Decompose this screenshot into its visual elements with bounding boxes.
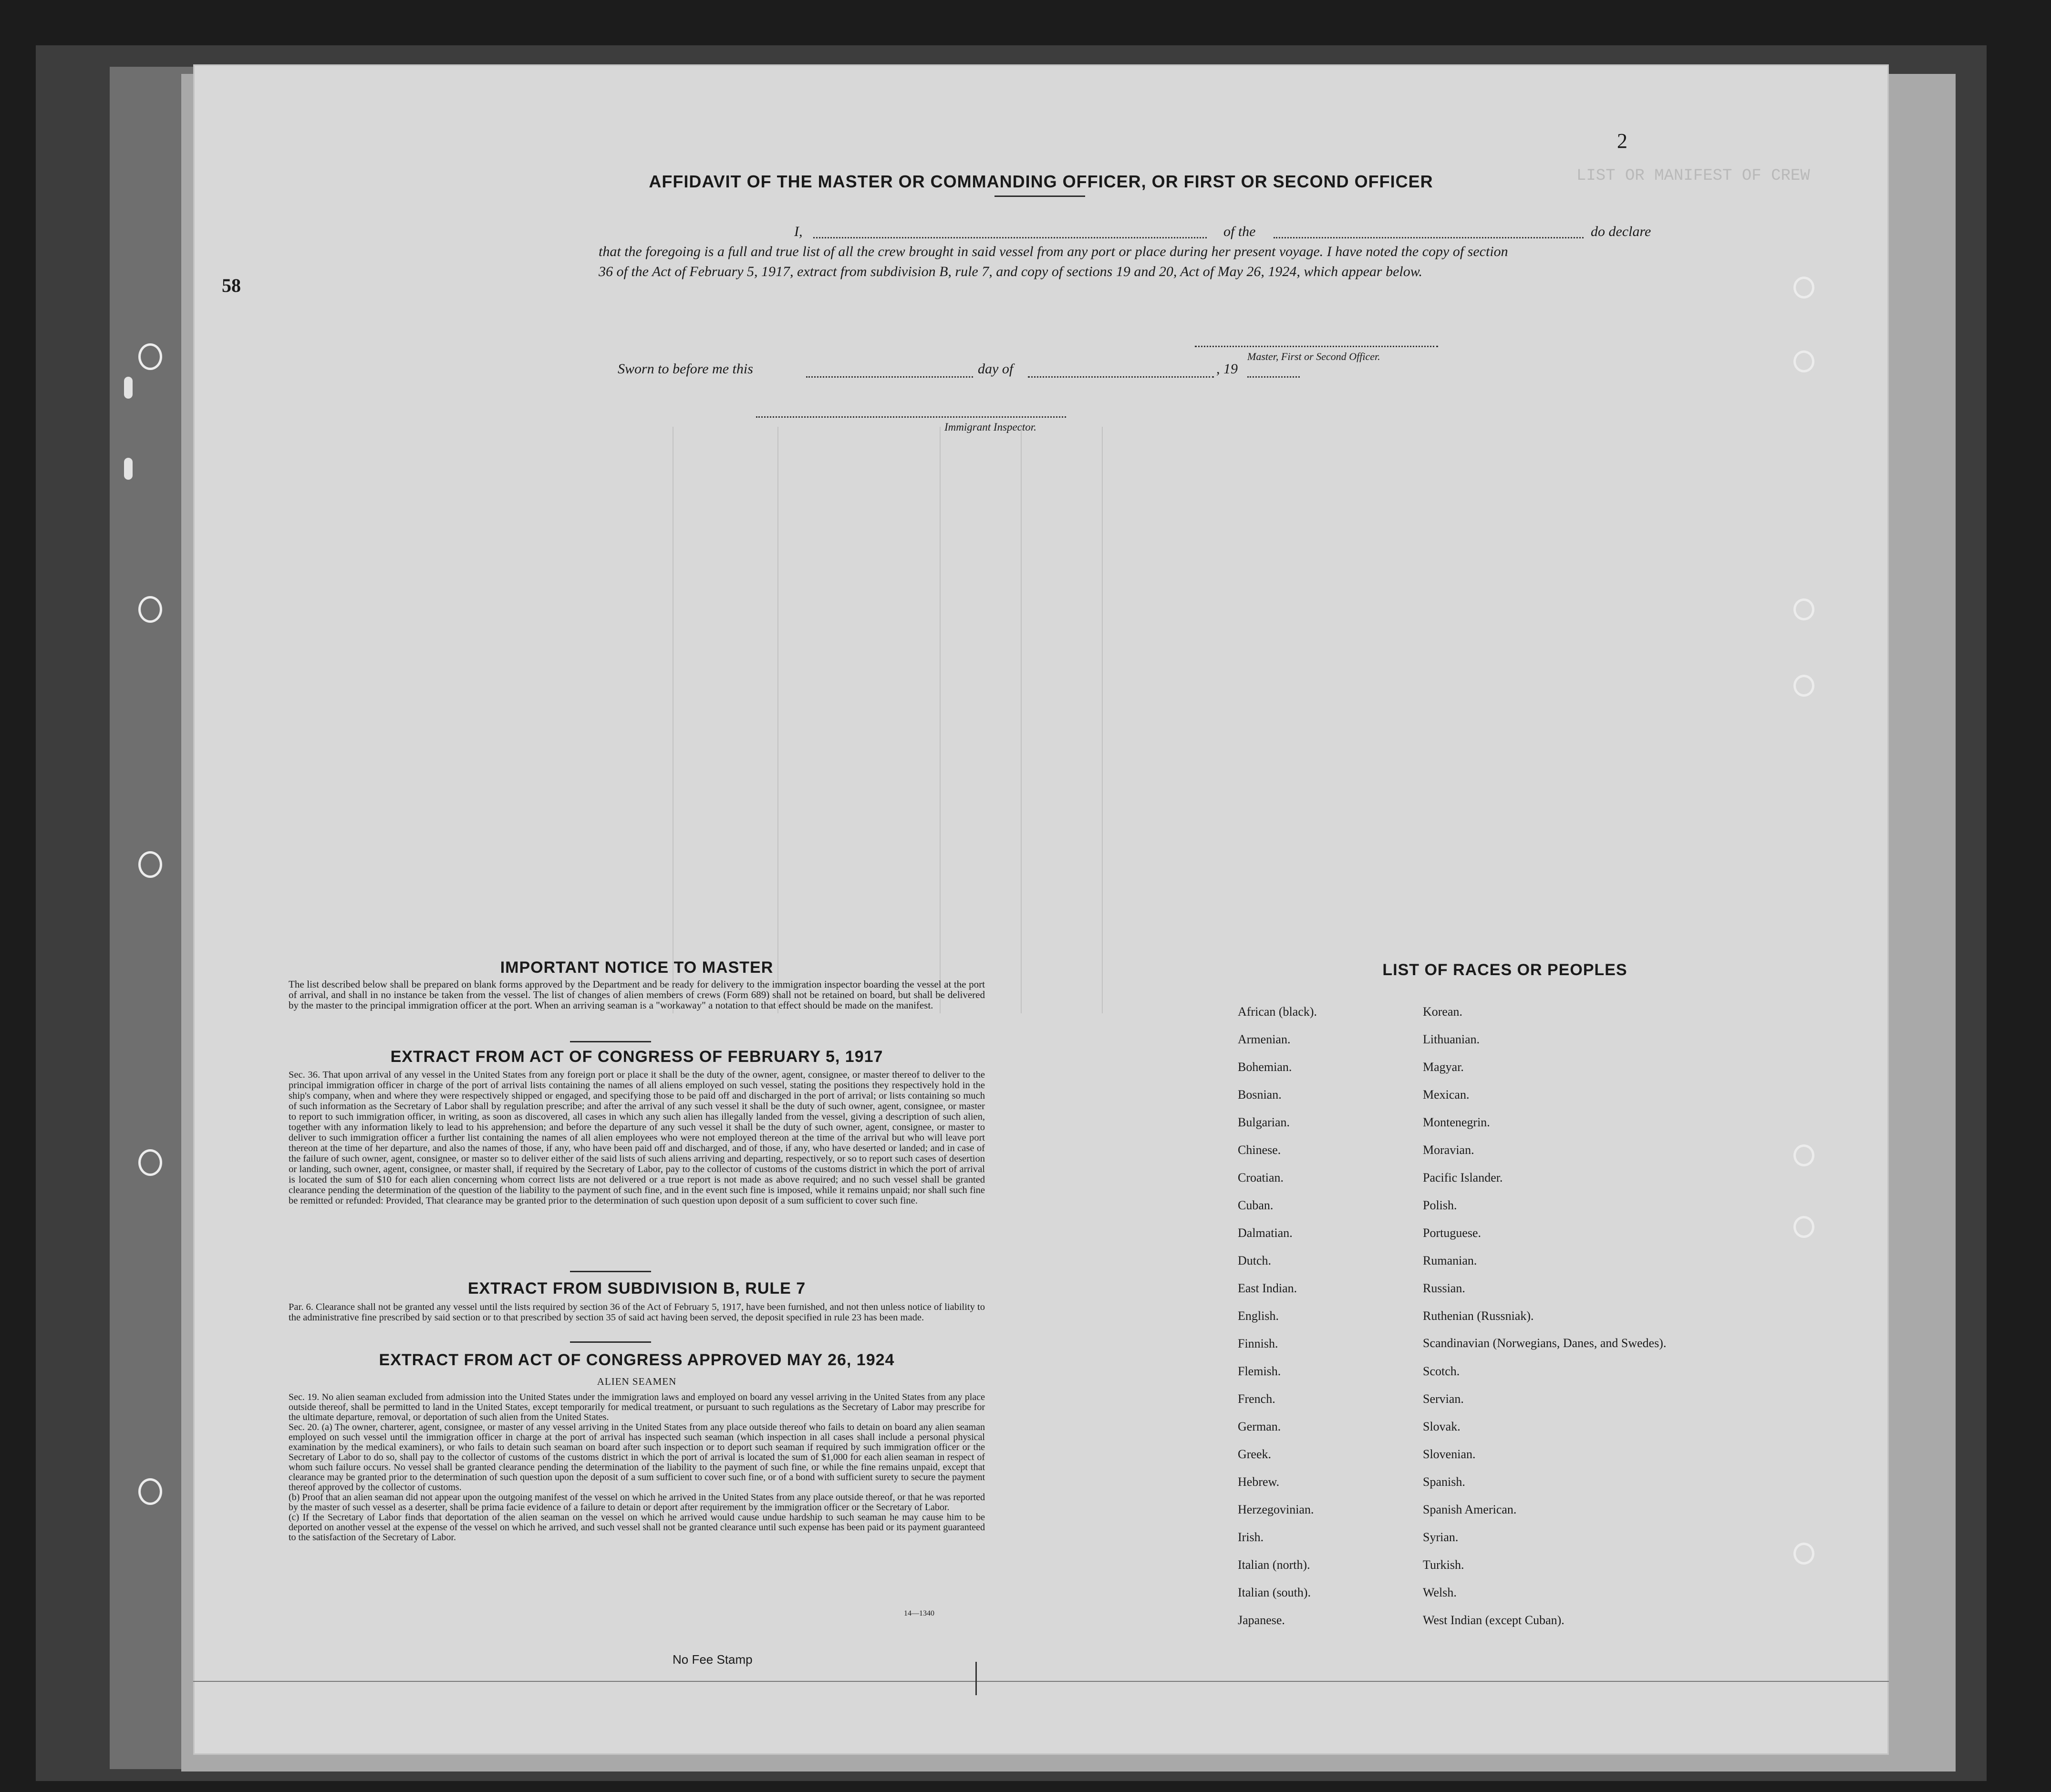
race-item: Mexican. [1423, 1088, 1470, 1102]
race-item: Korean. [1423, 1005, 1463, 1019]
sworn-day-blank[interactable] [806, 376, 973, 378]
race-item: Lithuanian. [1423, 1032, 1480, 1046]
bleed-through-rule [777, 427, 778, 1013]
sworn-day-of: day of [978, 361, 1014, 377]
margin-number: 58 [222, 275, 241, 296]
race-item: Armenian. [1238, 1032, 1291, 1046]
sec-20c-text: (c) If the Secretary of Labor finds that deportation of the alien seaman on the vessel on which he arrived would cause undue hardship to such seaman he may cause him to be deported on another vessel at the expense of the vessel on which he arrived, and such vessel shall not be granted clearance until such expense has been paid or its payment guaranteed to the satisfaction of the Secretary of Labor. [289, 1512, 985, 1543]
binder-hole [138, 1478, 162, 1505]
notice-text: The list described below shall be prepared on blank forms approved by the Department and be ready for delivery to the immigration inspector boarding the vessel at the port of arrival, and shall in no instance be taken from the vessel. The list of changes of alien members of crews (Form 689) shall not be retained on board, but shall be delivered by the master to the principal immigration officer at the port. When an arriving seaman is a "workaway" a notation to that effect should be made on the manifest. [289, 978, 985, 1011]
race-item: Magyar. [1423, 1060, 1464, 1074]
extract-rule7-title: EXTRACT FROM SUBDIVISION B, RULE 7 [467, 1279, 806, 1298]
race-item: Cuban. [1238, 1198, 1274, 1212]
affidavit-title: AFFIDAVIT OF THE MASTER OR COMMANDING OFFICER, OR FIRST OR SECOND OFFICER [649, 172, 1433, 191]
race-item: German. [1238, 1420, 1281, 1433]
race-item: Slovak. [1423, 1420, 1461, 1433]
bleed-through-rule [1102, 427, 1103, 1013]
binder-ring [124, 458, 133, 480]
races-right-column [1423, 1005, 1671, 1641]
binder-hole [1793, 675, 1814, 697]
race-item: Bulgarian. [1238, 1115, 1290, 1129]
race-item: Chinese. [1238, 1143, 1281, 1157]
race-item: Rumanian. [1423, 1254, 1477, 1267]
race-item: African (black). [1238, 1005, 1317, 1019]
declaration-of-the: of the [1223, 224, 1256, 239]
sec-20a-text: Sec. 20. (a) The owner, charterer, agent, consignee, or master of any vessel arriving in the United States from any place outside thereof who fails to detain on board any alien seaman employed on such vessel until the immigration officer in charge at the port of arrival has inspected such seaman (which inspection in all cases shall include a personal physical examination by the medical examiners), or who fails to detain such seaman on board after such inspection or to deport such seaman if required by such immigration officer or the Secretary of Labor to do so, shall pay to the collector of customs of the customs district in which the port of arrival is located the sum of $1,000 for each alien seaman in respect of whom such failure occurs. No vessel shall be granted clearance pending the determination of the liability to the payment of such fine, or while the fine remains unpaid, except that clearance may be granted prior to the determination of such question upon the deposit of a sum sufficient to cover such fine, or of a bond with sufficient surety to secure the payment thereof approved by the collector of customs. [289, 1422, 985, 1493]
sec-19-text: Sec. 19. No alien seaman excluded from admission into the United States under the immigration laws and employed on board any vessel arriving in the United States from any place outside thereof, shall be permitted to land in the United States, except temporarily for medical treatment, or pursuant to such regulations as the Secretary of Labor may prescribe for the ultimate departure, removal, or deportation of such alien from the United States. [289, 1392, 985, 1422]
extract-rule7-text: Par. 6. Clearance shall not be granted any vessel until the lists required by section 36 of the Act of February 5, 1917, have been furnished, and not then unless notice of liability to the administrative fine prescribed by said section or to that prescribed by section 35 of said act having been served, the deposit specified in rule 23 has been made. [289, 1302, 985, 1323]
sworn-line [618, 361, 1333, 385]
extract-1924-text [289, 1392, 985, 1543]
bleed-through-rule [940, 427, 941, 1013]
race-item: Polish. [1423, 1198, 1457, 1212]
title-divider [994, 196, 1085, 197]
stamp-mark [975, 1662, 977, 1695]
race-item: Irish. [1238, 1530, 1264, 1544]
race-item: Scandinavian (Norwegians, Danes, and Swedes). [1423, 1336, 1667, 1350]
race-item: Moravian. [1423, 1143, 1474, 1157]
binder-hole [1793, 598, 1814, 620]
signature-label: Master, First or Second Officer. [1247, 350, 1380, 362]
form-number: 14—1340 [904, 1609, 934, 1617]
race-item: Bohemian. [1238, 1060, 1292, 1074]
section-divider [570, 1041, 651, 1042]
binder-hole [1793, 1543, 1814, 1565]
name-blank[interactable] [813, 237, 1207, 238]
race-item: Dutch. [1238, 1254, 1272, 1267]
race-item: Italian (north). [1238, 1558, 1310, 1572]
race-item: Servian. [1423, 1392, 1464, 1406]
declaration-body: that the foregoing is a full and true list of all the crew brought in said vessel from any port or place during her present voyage. I have noted the copy of section 36 of the Act of February 5, 1917, extract from subdivision B, rule 7, and copy of sections 19 and 20, Act of May 26, 1924, which appear below. [599, 244, 1508, 279]
extract-1917-title: EXTRACT FROM ACT OF CONGRESS OF FEBRUARY 5, 1917 [390, 1048, 883, 1066]
affidavit-declaration [599, 222, 1686, 282]
sworn-year-blank[interactable] [1247, 376, 1300, 378]
race-item: Bosnian. [1238, 1088, 1282, 1102]
race-item: Ruthenian (Russniak). [1423, 1309, 1534, 1323]
binder-ring [124, 377, 133, 399]
races-title: LIST OF RACES OR PEOPLES [1382, 961, 1627, 979]
binder-hole [138, 343, 162, 370]
race-item: Finnish. [1238, 1337, 1278, 1350]
race-item: Turkish. [1423, 1558, 1464, 1572]
notice-title: IMPORTANT NOTICE TO MASTER [500, 958, 774, 977]
extract-1917-text: Sec. 36. That upon arrival of any vessel in the United States from any foreign port or place it shall be the duty of the owner, agent, consignee, or master thereof to deliver to the principal immigration officer in charge of the port of arrival lists containing the names of all aliens employed on such vessel, stating the positions they respectively hold in the ship's company, when and where they were respectively shipped or engaged, and specifying those to be paid off and discharged in the port of arrival; or lists containing so much of such information as the Secretary of Labor shall by regulation prescribe; and after the arrival of any such vessel it shall be the duty of such owner, agent, consignee, or master to report to such immigration officer, in writing, as soon as discovered, all cases in which any such alien has illegally landed from the vessel, giving a description of such alien, together with any information likely to lead to his apprehension; and before the departure of any such vessel it shall be the duty of such owner, agent, consignee, or master to deliver to such immigration officer a further list containing the names of all alien employees who were not employed thereon at the time of the arrival but who will leave port thereon at the time of her departure, and also the names of those, if any, who have been paid off and discharged, and of those, if any, who have deserted or landed; and in case of the failure of such owner, agent, consignee, or master so to deliver either of the said lists of such aliens arriving and departing, respectively, or so to report such cases of desertion or landing, such owner, agent, consignee, or master shall, if required by the Secretary of Labor, pay to the collector of customs of the customs district in which the port of arrival is located the sum of $10 for each alien concerning whom correct lists are not delivered or a true report is not made as above required; and no such vessel shall be granted clearance pending the determination of the question of the liability to the payment of such fine, and in the event such fine is imposed, while it remains unpaid; nor shall such fine be remitted or refunded: Provided, That clearance may be granted prior to the determination of such question upon deposit of a sum sufficient to cover such fine. [289, 1070, 985, 1206]
race-item: Herzegovinian. [1238, 1503, 1314, 1516]
binder-hole [138, 1149, 162, 1176]
section-divider [570, 1341, 651, 1343]
race-item: Montenegrin. [1423, 1115, 1490, 1129]
race-item: Italian (south). [1238, 1586, 1311, 1599]
sworn-year: , 19 [1216, 361, 1238, 377]
binder-hole [1793, 277, 1814, 299]
race-item: West Indian (except Cuban). [1423, 1613, 1564, 1627]
race-item: English. [1238, 1309, 1279, 1323]
declaration-i: I, [794, 224, 803, 239]
sec-20b-text: (b) Proof that an alien seaman did not appear upon the outgoing manifest of the vessel on which he arrived in the United States from any place outside thereof, or that he was reported by the master of such vessel as a deserter, shall be prima facie evidence of a failure to detain or deport after requirement by the immigration officer or the Secretary of Labor. [289, 1492, 985, 1513]
corner-number: 2 [1617, 129, 1627, 153]
bottom-edge [193, 1681, 1889, 1682]
race-item: French. [1238, 1392, 1275, 1406]
manifest-page [193, 64, 1889, 1755]
race-item: Flemish. [1238, 1364, 1281, 1378]
vessel-blank[interactable] [1274, 237, 1584, 238]
section-divider [570, 1271, 651, 1272]
race-item: Hebrew. [1238, 1475, 1280, 1489]
race-item: East Indian. [1238, 1281, 1297, 1295]
binder-hole [138, 851, 162, 878]
bleed-through-rule [1021, 427, 1022, 1013]
race-item: Greek. [1238, 1447, 1272, 1461]
race-item: Syrian. [1423, 1530, 1459, 1544]
binder-hole [138, 596, 162, 623]
race-item: Russian. [1423, 1281, 1465, 1295]
bleed-through-text: LIST OR MANIFEST OF CREW [1576, 167, 1810, 185]
race-item: Slovenian. [1423, 1447, 1476, 1461]
binder-hole [1793, 1144, 1814, 1166]
alien-seamen-subtitle: ALIEN SEAMEN [597, 1376, 677, 1387]
extract-1924-title: EXTRACT FROM ACT OF CONGRESS APPROVED MAY 26, 1924 [379, 1351, 895, 1369]
binder-hole [1793, 1216, 1814, 1238]
sworn-month-blank[interactable] [1028, 376, 1214, 378]
binder-hole [1793, 350, 1814, 372]
inspector-blank[interactable] [756, 416, 1066, 418]
race-item: Spanish. [1423, 1475, 1465, 1489]
race-item: Spanish American. [1423, 1503, 1517, 1516]
race-item: Portuguese. [1423, 1226, 1481, 1240]
race-item: Pacific Islander. [1423, 1171, 1503, 1184]
signature-blank[interactable] [1195, 346, 1438, 347]
race-item: Japanese. [1238, 1613, 1285, 1627]
inspector-label: Immigrant Inspector. [944, 421, 1036, 433]
race-item: Scotch. [1423, 1364, 1460, 1378]
declaration-declare: do declare [1591, 224, 1651, 239]
race-item: Dalmatian. [1238, 1226, 1293, 1240]
race-item: Croatian. [1238, 1171, 1284, 1184]
race-item: Welsh. [1423, 1586, 1457, 1599]
races-left-column [1238, 1005, 1419, 1641]
fee-stamp-note: No Fee Stamp [673, 1652, 753, 1667]
sworn-start: Sworn to before me this [618, 361, 753, 377]
